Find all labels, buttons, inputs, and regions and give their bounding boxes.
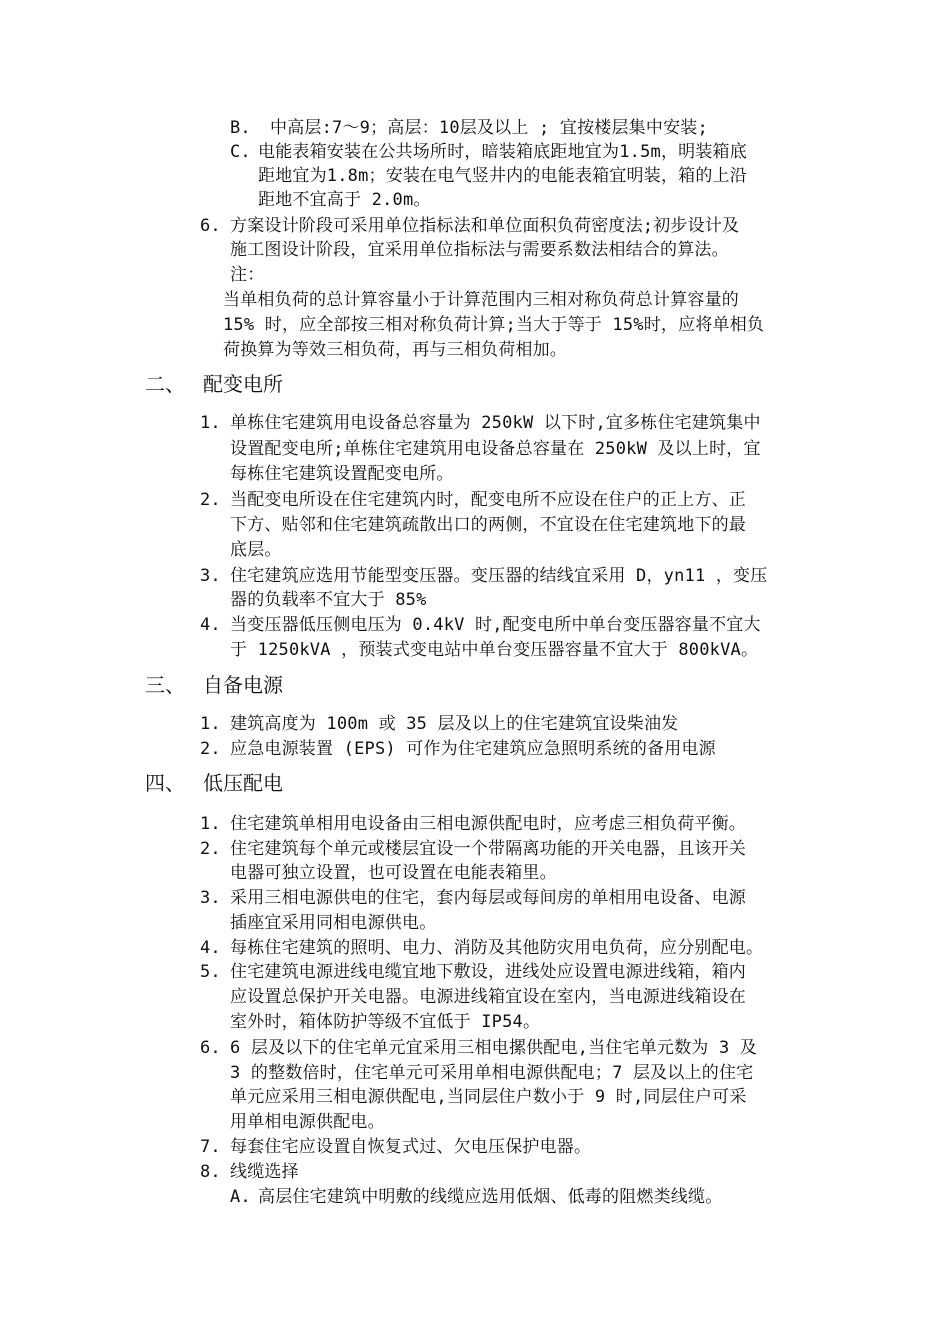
list-item-text: 距地不宜高于 2.0m。	[258, 190, 431, 210]
list-marker: A.	[230, 1187, 251, 1207]
list-item-text: 电能表箱安装在公共场所时，暗装箱底距地宜为1.5m，明装箱底	[258, 142, 747, 162]
list-item-text: 设置配变电所;单栋住宅建筑用电设备总容量在 250kW 及以上时，宜	[230, 439, 761, 459]
list-item-text: 单栋住宅建筑用电设备总容量为 250kW 以下时,宜多栋住宅建筑集中	[230, 413, 761, 433]
list-item-text: 下方、贴邻和住宅建筑疏散出口的两侧，不宜设在住宅建筑地下的最	[230, 515, 746, 535]
note-text: 当单相负荷的总计算容量小于计算范围内三相对称负荷总计算容量的	[223, 290, 739, 310]
list-item-text: 于 1250kVA ，预装式变电站中单台变压器容量不宜大于 800kVA。	[230, 640, 759, 660]
list-item-text: 每栋住宅建筑的照明、电力、消防及其他防灾用电负荷，应分别配电。	[230, 938, 764, 958]
list-marker: 7.	[200, 1137, 221, 1157]
list-marker: 4.	[200, 615, 221, 635]
list-marker: B.	[230, 118, 251, 138]
list-marker: 2.	[200, 839, 221, 859]
section-number: 二、	[145, 372, 185, 396]
list-item-text: 住宅建筑电源进线电缆宜地下敷设，进线处应设置电源进线箱，箱内	[230, 962, 746, 982]
list-marker: 6.	[200, 1038, 221, 1058]
list-marker: 1.	[200, 413, 221, 433]
list-item-text: 用单相电源供配电。	[230, 1112, 385, 1132]
list-item-text: 线缆选择	[230, 1162, 299, 1182]
list-marker: C.	[230, 142, 251, 162]
list-marker: 6.	[200, 216, 221, 236]
section-heading	[145, 369, 283, 399]
list-item-text: 室外时，箱体防护等级不宜低于 IP54。	[230, 1012, 541, 1032]
section-title: 配变电所	[203, 372, 283, 396]
list-item-text: 住宅建筑单相用电设备由三相电源供配电时，应考虑三相负荷平衡。	[230, 814, 746, 834]
list-item-text: 建筑高度为 100m 或 35 层及以上的住宅建筑宜设柴油发	[230, 714, 679, 734]
list-item-text: 底层。	[230, 540, 282, 560]
list-item-text: 电器可独立设置，也可设置在电能表箱里。	[230, 863, 557, 883]
list-item-text: 高层住宅建筑中明敷的线缆应选用低烟、低毒的阻燃类线缆。	[258, 1187, 723, 1207]
list-item-text: 器的负载率不宜大于 85%	[230, 590, 427, 610]
list-item-text: 每栋住宅建筑设置配变电所。	[230, 464, 454, 484]
list-item-text: 方案设计阶段可采用单位指标法和单位面积负荷密度法;初步设计及	[230, 216, 740, 236]
list-item-text: 应急电源装置 (EPS) 可作为住宅建筑应急照明系统的备用电源	[230, 739, 716, 759]
list-marker: 4.	[200, 938, 221, 958]
section-number: 四、	[145, 771, 185, 795]
list-item-text: 住宅建筑每个单元或楼层宜设一个带隔离功能的开关电器，且该开关	[230, 839, 746, 859]
list-marker: 3.	[200, 566, 221, 586]
list-item-text: 距地宜为1.8m；安装在电气竖井内的电能表箱宜明装，箱的上沿	[258, 166, 747, 186]
list-item-text: 当变压器低压侧电压为 0.4kV 时,配变电所中单台变压器容量不宜大	[230, 615, 761, 635]
list-item-text: 6 层及以下的住宅单元宜采用三相电摞供配电,当住宅单元数为 3 及	[230, 1038, 758, 1058]
list-marker: 2.	[200, 739, 221, 759]
list-marker: 1.	[200, 814, 221, 834]
section-heading	[145, 768, 283, 798]
list-marker: 3.	[200, 888, 221, 908]
list-item-text: 插座宜采用同相电源供电。	[230, 913, 437, 933]
list-marker: 5.	[200, 962, 221, 982]
section-heading	[145, 670, 283, 700]
list-item-text: 当配变电所设在住宅建筑内时，配变电所不应设在住户的正上方、正	[230, 490, 746, 510]
section-title: 自备电源	[203, 673, 283, 697]
section-title: 低压配电	[203, 771, 283, 795]
list-item-text: 施工图设计阶段，宜采用单位指标法与需要系数法相结合的算法。	[230, 240, 729, 260]
section-number: 三、	[145, 673, 185, 697]
note-text: 荷换算为等效三相负荷，再与三相负荷相加。	[223, 340, 567, 360]
note-text: 15% 时，应全部按三相对称负荷计算;当大于等于 15%时，应将单相负	[223, 315, 765, 335]
list-item-text: 住宅建筑应选用节能型变压器。变压器的结线宜采用 D，yn11 ，变压	[230, 566, 768, 586]
list-item-text: 中高层:7～9；高层：10层及以上 ; 宜按楼层集中安装;	[270, 118, 708, 138]
note-label: 注：	[230, 265, 265, 285]
list-marker: 8.	[200, 1162, 221, 1182]
list-item-text: 3 的整数倍时，住宅单元可采用单相电源供配电；7 层及以上的住宅	[230, 1063, 754, 1083]
list-marker: 2.	[200, 490, 221, 510]
list-item-text: 每套住宅应设置自恢复式过、欠电压保护电器。	[230, 1137, 592, 1157]
list-item-text: 单元应采用三相电源供配电,当同层住户数小于 9 时,同层住户可采	[230, 1087, 747, 1107]
list-item-text: 应设置总保护开关电器。电源进线箱宜设在室内，当电源进线箱设在	[230, 987, 746, 1007]
list-item-text: 采用三相电源供电的住宅，套内每层或每间房的单相用电设备、电源	[230, 888, 746, 908]
list-marker: 1.	[200, 714, 221, 734]
